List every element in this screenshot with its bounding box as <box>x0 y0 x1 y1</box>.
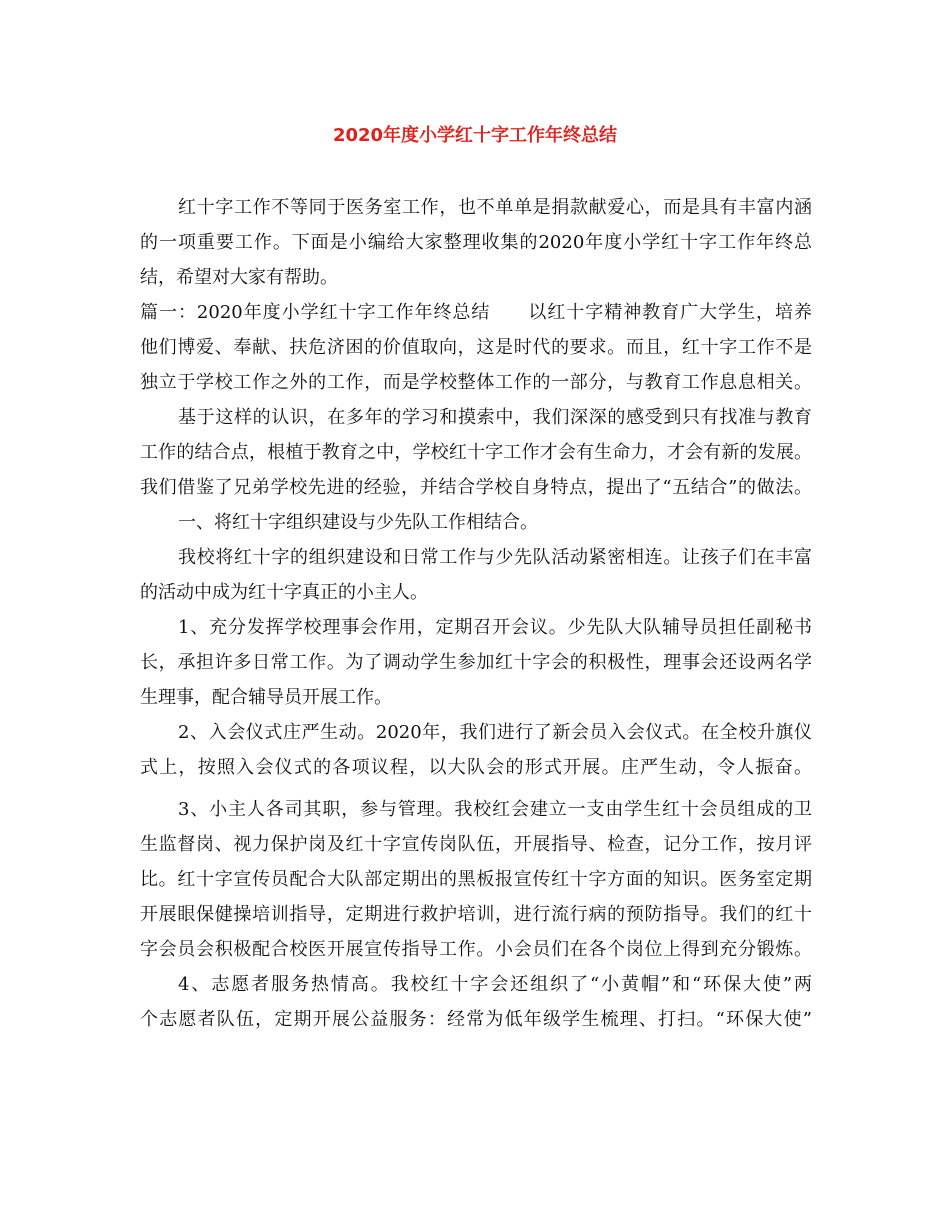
text-line: 2、入会仪式庄严生动。2020年，我们进行了新会员入会仪式。在全校升旗仪 <box>178 722 812 743</box>
text-line: 的活动中成为红十字真正的小主人。 <box>140 582 428 603</box>
document-title: 2020年度小学红十字工作年终总结 <box>332 125 618 146</box>
text-line: 比。红十字宣传员配合大队部定期出的黑板报宣传红十字方面的知识。医务室定期 <box>140 869 812 890</box>
text-line: 1、充分发挥学校理事会作用，定期召开会议。少先队大队辅导员担任副秘书 <box>178 617 812 638</box>
text-line: 他们博爱、奉献、扶危济困的价值取向，这是时代的要求。而且，红十字工作不是 <box>140 337 812 358</box>
text-line: 生理事，配合辅导员开展工作。 <box>140 687 392 708</box>
text-line: 工作的结合点，根植于教育之中，学校红十字工作才会有生命力，才会有新的发展。 <box>140 442 812 463</box>
section-heading: 一、将红十字组织建设与少先队工作相结合。 <box>178 512 538 533</box>
text-line: 结，希望对大家有帮助。 <box>140 267 338 288</box>
text-line: 开展眼保健操培训指导，定期进行救护培训，进行流行病的预防指导。我们的红十 <box>140 904 812 925</box>
text-line: 我们借鉴了兄弟学校先进的经验，并结合学校自身特点，提出了“五结合”的做法。 <box>140 477 812 498</box>
text-line: 我校将红十字的组织建设和日常工作与少先队活动紧密相连。让孩子们在丰富 <box>178 547 812 568</box>
document-body-continued <box>140 797 820 1057</box>
text-line: 4、志愿者服务热情高。我校红十字会还组织了“小黄帽”和“环保大使”两 <box>178 974 812 995</box>
text-line: 字会员会积极配合校医开展宣传指导工作。小会员们在各个岗位上得到充分锻炼。 <box>140 939 812 960</box>
text-line: 式上，按照入会仪式的各项议程，以大队会的形式开展。庄严生动，令人振奋。 <box>140 757 812 778</box>
text-line: 3、小主人各司其职，参与管理。我校红会建立一支由学生红十会员组成的卫 <box>178 799 812 820</box>
text-line: 长，承担许多日常工作。为了调动学生参加红十字会的积极性，理事会还设两名学 <box>140 652 812 673</box>
document-body <box>140 195 820 875</box>
text-line: 的一项重要工作。下面是小编给大家整理收集的2020年度小学红十字工作年终总 <box>140 232 812 253</box>
text-line: 独立于学校工作之外的工作，而是学校整体工作的一部分，与教育工作息息相关。 <box>140 372 812 393</box>
text-line: 生监督岗、视力保护岗及红十字宣传岗队伍，开展指导、检查，记分工作，按月评 <box>140 834 812 855</box>
text-line: 篇一：2020年度小学红十字工作年终总结 以红十字精神教育广大学生，培养 <box>140 302 812 323</box>
text-line: 个志愿者队伍，定期开展公益服务：经常为低年级学生梳理、打扫。“环保大使” <box>140 1009 812 1030</box>
text-line: 基于这样的认识，在多年的学习和摸索中，我们深深的感受到只有找准与教育 <box>178 407 812 428</box>
text-line: 红十字工作不等同于医务室工作，也不单单是捐款献爱心，而是具有丰富内涵 <box>178 197 812 218</box>
